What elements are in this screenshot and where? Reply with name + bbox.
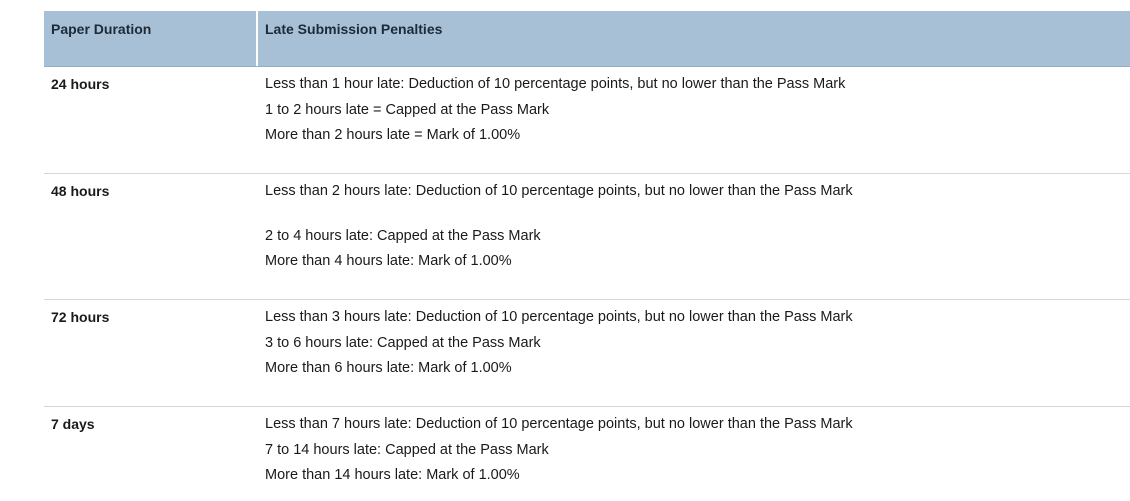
- penalty-line: 1 to 2 hours late = Capped at the Pass Mark: [265, 101, 550, 118]
- penalty-line: More than 4 hours late: Mark of 1.00%: [265, 253, 512, 269]
- penalty-line: More than 6 hours late: Mark of 1.00%: [265, 360, 512, 376]
- penalties-cell: [258, 174, 1130, 299]
- duration-cell: 72 hours: [51, 309, 110, 325]
- duration-cell: 24 hours: [51, 76, 110, 92]
- duration-cell: 7 days: [51, 416, 95, 432]
- penalty-line: Less than 2 hours late: Deduction of 10 percentage points, but no lower than the Pass Mark: [265, 183, 853, 199]
- table-row: [44, 67, 1130, 174]
- penalty-line: 7 to 14 hours late: Capped at the Pass Mark: [265, 441, 549, 458]
- late-penalties-table: [44, 11, 1130, 501]
- penalty-line: Less than 7 hours late: Deduction of 10 percentage points, but no lower than the Pass Mark: [265, 416, 853, 432]
- penalty-line: 3 to 6 hours late: Capped at the Pass Mark: [265, 334, 541, 351]
- penalty-line: Less than 3 hours late: Deduction of 10 percentage points, but no lower than the Pass Mark: [265, 309, 853, 325]
- table-row: [44, 174, 1130, 300]
- table-row: [44, 300, 1130, 407]
- penalty-line: More than 14 hours late: Mark of 1.00%: [265, 467, 520, 483]
- penalty-line: Less than 1 hour late: Deduction of 10 percentage points, but no lower than the Pass Mark: [265, 76, 846, 92]
- paragraph-gap: [265, 208, 1130, 227]
- penalties-cell: [258, 407, 1130, 501]
- header-paper-duration: Paper Duration: [44, 11, 258, 66]
- table-header: [44, 11, 1130, 67]
- penalty-line: 2 to 4 hours late: Capped at the Pass Mark: [265, 227, 541, 244]
- penalty-line: More than 2 hours late = Mark of 1.00%: [265, 127, 521, 143]
- duration-cell: 48 hours: [51, 183, 110, 199]
- penalties-cell: [258, 300, 1130, 406]
- table-row: [44, 407, 1130, 501]
- header-late-submission-penalties: Late Submission Penalties: [265, 21, 443, 37]
- penalties-cell: [258, 67, 1130, 173]
